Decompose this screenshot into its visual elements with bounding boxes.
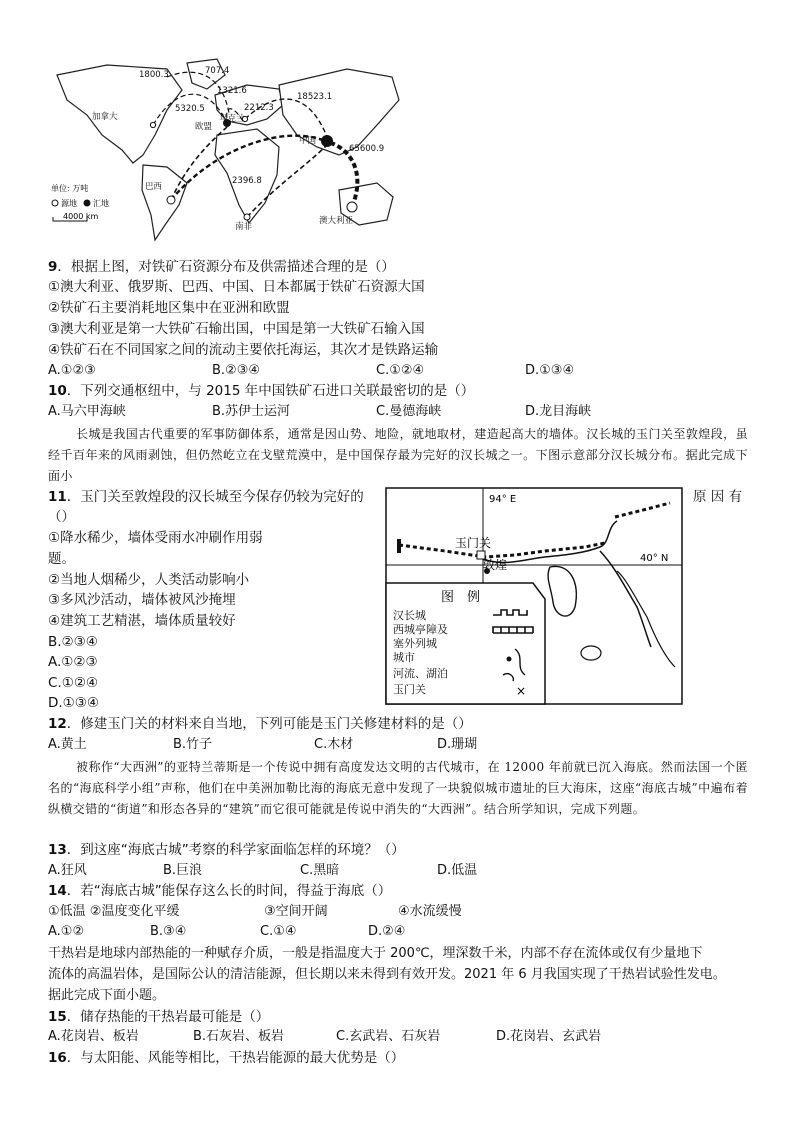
q14-option-d[interactable]: D.②④ [368,924,406,939]
q11-option-a[interactable]: A.①②③ [48,654,98,670]
han-great-wall-map [385,487,683,705]
q13-option-a[interactable]: A.狂风 [48,863,87,878]
q9-stem: 9．根据上图，对铁矿石资源分布及供需描述合理的是（） [48,259,395,275]
q10-option-b[interactable]: B.苏伊士运河 [212,404,291,419]
q15-option-d[interactable]: D.花岗岩、玄武岩 [496,1029,602,1044]
q9-statement-2: ②铁矿石主要消耗地区集中在亚洲和欧盟 [48,300,290,316]
q10-option-d[interactable]: D.龙目海峡 [525,404,592,419]
place-label: 加拿大 [92,112,118,122]
legend-label: 玉门关 [393,683,426,696]
q9-option-b[interactable]: B.②③④ [212,363,261,378]
place-label: 中国 [299,136,317,146]
place-label: 南非 [235,222,253,232]
q10-option-c[interactable]: C.曼德海峡 [376,404,442,419]
q11-statement-3: ③多风沙活动，墙体被风沙掩埋 [48,592,236,608]
q12-option-d[interactable]: D.珊瑚 [437,737,478,752]
node-australia [347,202,357,212]
lake [581,646,601,660]
place-label: 乌克兰 [219,114,245,124]
legend-label: 城市 [393,651,415,664]
dunhuang-label: 敦煌 [483,558,508,572]
q15-stem: 15．储存热能的干热岩最可能是（） [48,1009,270,1025]
legend-label: 汉长城 [393,609,426,622]
q12-stem: 12．修建玉门关的材料来自当地，下列可能是玉门关修建材料的是（） [48,716,472,732]
legend-label: 塞外列城 [393,637,437,650]
flow-value: 65600.9 [349,144,385,154]
q14-item-1: ①低温 ②温度变化平缓 [48,904,180,919]
passage-hot-dry-rock-line-3: 据此完成下面小题。 [48,988,166,1003]
q15-option-c[interactable]: C.玄武岩、石灰岩 [336,1029,441,1044]
q15-option-a[interactable]: A.花岗岩、板岩 [48,1029,139,1044]
q14-option-c[interactable]: C.①④ [260,924,297,939]
q13-option-c[interactable]: C.黑暗 [300,863,340,878]
legend-city-icon [507,657,512,662]
sink-legend-icon [84,200,91,207]
q9-option-d[interactable]: D.①③④ [525,363,575,378]
q10-stem: 10．下列交通枢纽中，与 2015 年中国铁矿石进口关联最密切的是（） [48,383,475,399]
lat-label: 40° N [640,553,669,564]
legend-pass-icon: × [516,684,527,698]
q11-statement-1-tail: 题。 [48,551,75,567]
node-southafrica [244,214,250,220]
q16-stem: 16．与太阳能、风能等相比，干热岩能源的最大优势是（） [48,1050,405,1066]
q13-stem: 13．到这座“海底古城”考察的科学家面临怎样的环境？（） [48,842,405,858]
yumenguan-label: 玉门关 [455,536,492,550]
q11-stem-end: 原 因 有 [693,489,743,505]
q14-stem: 14．若“海底古城”能保存这么长的时间，得益于海底（） [48,883,392,899]
flow-value: 1321.6 [217,86,247,96]
flow-value: 18523.1 [297,92,333,102]
flow-value: 707.4 [205,66,230,76]
q11-option-d[interactable]: D.①③④ [48,695,99,711]
q11-stem: 11．玉门关至敦煌段的汉长城至今保存仍较为完好的 [48,489,364,505]
place-label: 澳大利亚 [319,216,354,226]
q9-option-a[interactable]: A.①②③ [48,363,96,378]
q12-option-b[interactable]: B.竹子 [173,737,213,752]
q12-option-a[interactable]: A.黄土 [48,737,87,752]
q9-statement-4: ④铁矿石在不同国家之间的流动主要依托海运，其次才是铁路运输 [48,342,439,358]
node-canada [150,122,155,127]
flow-value: 2396.8 [232,176,262,186]
iron-ore-flow-map [47,55,405,247]
source-legend-icon [52,200,58,206]
passage-atlantis: 被称作“大西洲”的亚特兰蒂斯是一个传说中拥有高度发达文明的古代城市，在 12000 年前就已沉入海底。然而法国一个匿名的“海底科学小组”声称，他们在中美洲加勒比海的海底无意中发现了一块貌似城市遗址的巨大海床，这座“海底古城”中遍布着纵横交错的“街道”和形态各异的“建筑”而它很可能就是传说中消失的“大西洲”。结合所学知识，完成下列题。 [48,760,748,816]
q14-item-2: ③空间开阔 [264,904,328,919]
q13-option-d[interactable]: D.低温 [437,863,478,878]
sink-legend-label: 汇地 [93,199,109,208]
q15-option-b[interactable]: B.石灰岩、板岩 [193,1029,285,1044]
legend-title: 图 例 [441,590,481,605]
flow-value: 2212.3 [244,103,274,113]
q14-item-3: ④水流缓慢 [398,904,462,919]
q11-statement-1: ①降水稀少，墙体受雨水冲刷作用弱 [48,530,263,546]
flow-value: 1800.3 [139,70,169,80]
q11-option-b[interactable]: B.②③④ [48,634,98,650]
q11-statement-4: ④建筑工艺精湛，墙体质量较好 [48,613,236,629]
q10-option-a[interactable]: A.马六甲海峡 [48,404,126,419]
unit-label: 单位: 万吨 [51,184,89,193]
legend-label: 西城亭障及 [393,623,448,636]
q12-option-c[interactable]: C.木材 [314,737,354,752]
q11-option-c[interactable]: C.①②④ [48,675,99,691]
node-brazil [167,196,175,204]
q11-paren: （） [48,509,75,525]
q11-statement-2: ②当地人烟稀少，人类活动影响小 [48,572,250,588]
passage-hot-dry-rock-line-1: 干热岩是地球内部热能的一种赋存介质，一般是指温度大于 200℃，埋深数千米，内部不存在流体或仅有少量地下 [48,946,703,961]
q14-option-a[interactable]: A.①② [48,924,85,939]
flow-value: 5320.5 [175,104,205,114]
scale-label: 4000 km [63,212,99,221]
legend-label: 河流、湖泊 [393,667,448,680]
source-legend-label: 源地 [61,199,77,208]
q9-option-c[interactable]: C.①②④ [376,363,425,378]
q9-statement-3: ③澳大利亚是第一大铁矿石输出国，中国是第一大铁矿石输入国 [48,321,425,337]
lon-label: 94° E [489,494,517,505]
passage-great-wall: 长城是我国古代重要的军事防御体系，通常是因山势、地险，就地取材，建造起高大的墙体。汉长城的玉门关至敦煌段，虽经千百年来的风雨剥蚀，但仍然屹立在戈壁荒漠中，是中国保存最为完好的汉长城之一。下图示意部分汉长城分布。据此完成下面小 [48,427,748,483]
q13-option-b[interactable]: B.巨浪 [163,863,203,878]
place-label: 巴西 [145,182,163,192]
q14-option-b[interactable]: B.③④ [150,924,187,939]
place-label: 欧盟 [195,122,213,132]
node-china [321,135,333,147]
q9-statement-1: ①澳大利亚、俄罗斯、巴西、中国、日本都属于铁矿石资源大国 [48,279,425,295]
passage-hot-dry-rock-line-2: 流体的高温岩体，是国际公认的清洁能源，但长期以来未得到有效开发。2021 年 6 月我国实现了干热岩试验性发电。 [48,967,726,982]
